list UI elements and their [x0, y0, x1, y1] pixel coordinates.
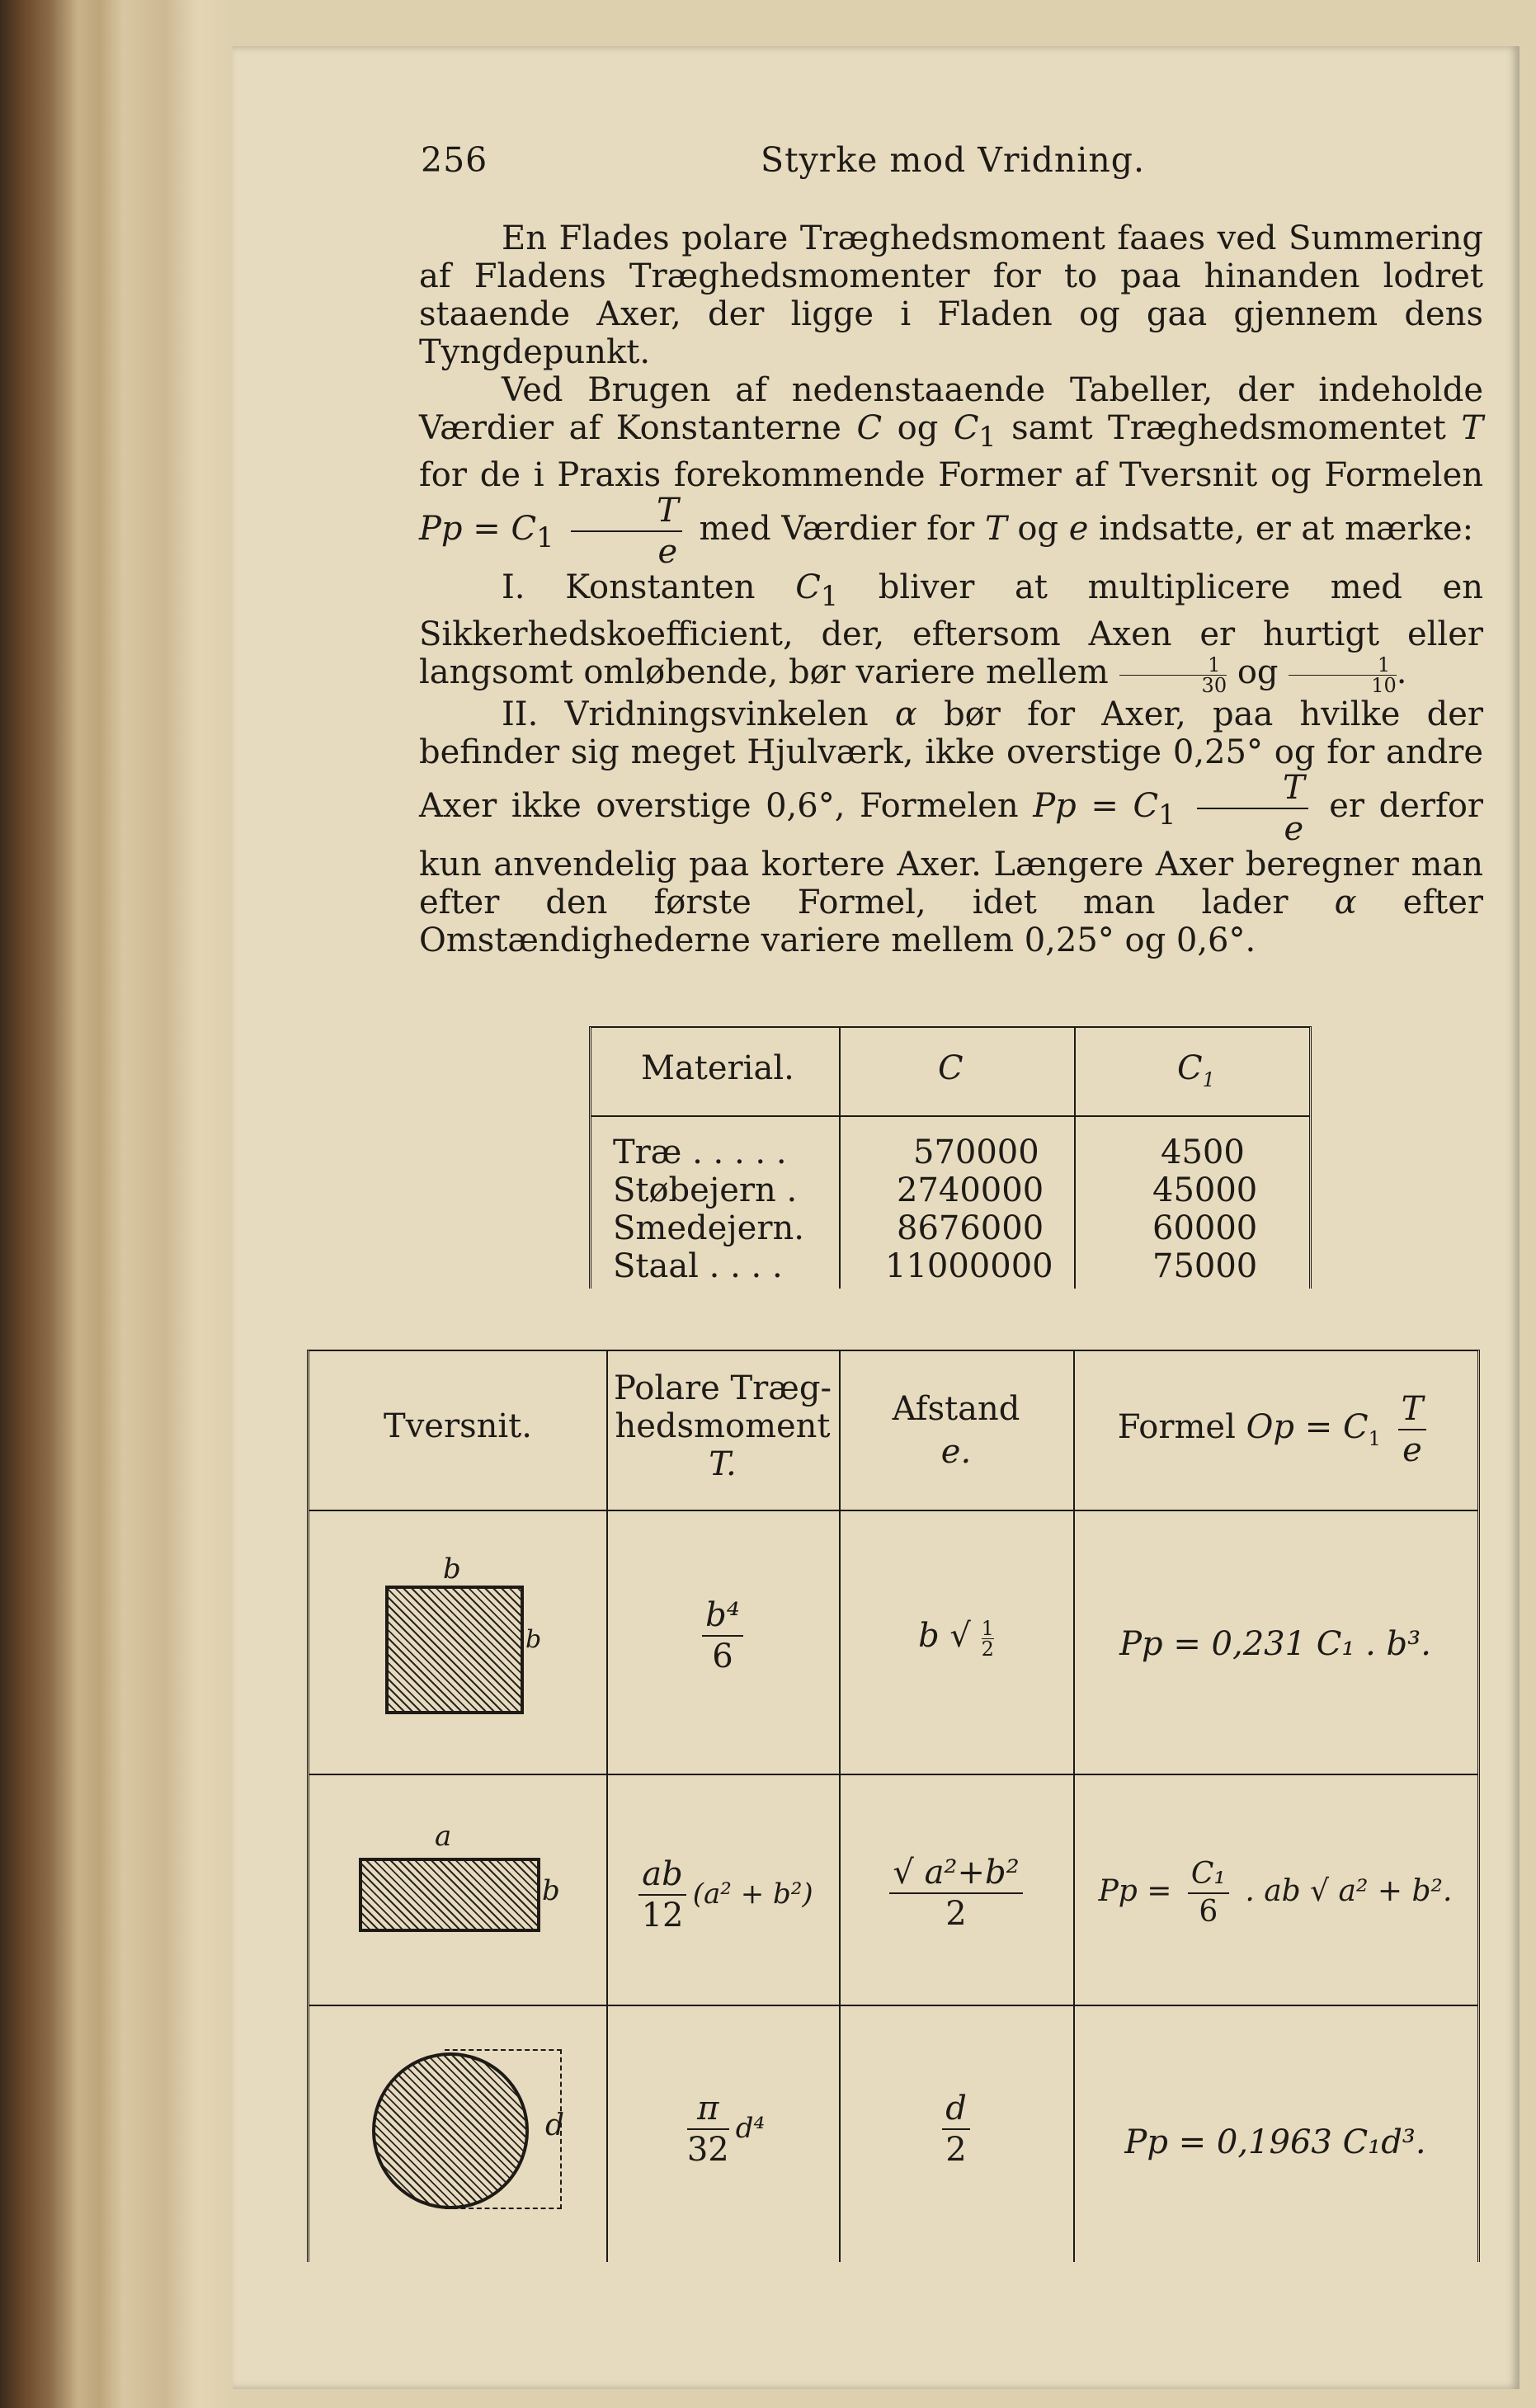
- p4-symbol-pp: Pp: [1033, 786, 1077, 825]
- header-polar-line3: T.: [709, 1445, 737, 1483]
- header-c1: [1177, 1049, 1215, 1091]
- square-label-side: b: [525, 1625, 542, 1654]
- p2-symbol-pp: Pp: [419, 510, 463, 548]
- circle-section-shape: [372, 2052, 529, 2209]
- paragraph-2: [419, 371, 1484, 571]
- header-polar-line2: hedsmoment: [615, 1407, 831, 1445]
- p3-symbol-c1: C: [795, 568, 821, 606]
- square-moment-den: 6: [712, 1638, 733, 1675]
- rect-section-shape: [359, 1858, 540, 1932]
- square-label-top: b: [443, 1553, 461, 1586]
- page-number: 256: [421, 140, 488, 180]
- p4-equals: =: [1091, 786, 1119, 825]
- circle-moment: [606, 2090, 839, 2169]
- p2-symbol-t2: T: [984, 510, 1007, 548]
- header-formel-sub: 1: [1368, 1427, 1381, 1450]
- row-c1: 75000: [1152, 1247, 1258, 1285]
- row-c: 570000: [913, 1133, 1039, 1171]
- circle-label-side: d: [545, 2109, 565, 2142]
- rect-formel-den: 6: [1199, 1895, 1218, 1929]
- p3-frac-2: [1289, 655, 1397, 695]
- paragraph-3: [419, 568, 1483, 695]
- formula-header-divider: [309, 1510, 1477, 1511]
- p2-formula-c1: C: [511, 510, 537, 548]
- row-c: 11000000: [885, 1247, 1053, 1285]
- header-formel-c: C: [1342, 1408, 1369, 1446]
- p2-text-c: for de i Praxis forekommende Former af Tversnit og Formelen: [419, 456, 1483, 494]
- square-afstand-root: √: [949, 1617, 971, 1655]
- p2-fraction: [571, 492, 682, 571]
- p2-text-a: Ved Brugen af nedenstaaende Tabeller, der indeholde Værdier af Konstanterne: [419, 371, 1483, 447]
- circle-moment-tail: d⁴: [735, 2112, 766, 2145]
- square-section-shape: [385, 1586, 524, 1714]
- p3-frac2-den: 10: [1371, 673, 1397, 697]
- p3-end: .: [1396, 653, 1407, 691]
- header-afstand-line2: e.: [940, 1433, 972, 1471]
- row-c1: 60000: [1152, 1209, 1258, 1247]
- table-row: [591, 1209, 1309, 1247]
- p2-og: og: [897, 409, 939, 447]
- square-moment: [606, 1596, 839, 1675]
- header-c1-sub: 1: [1202, 1068, 1215, 1091]
- rect-moment-tail: (a² + b²): [692, 1878, 813, 1911]
- square-moment-num: b⁴: [702, 1599, 743, 1637]
- p4-text-b: bør for Axer, paa hvilke der befinder sig meget Hjulværk, ikke overstige 0,25° og for andre Axer ikke overstige 0,6°, Formelen: [419, 695, 1483, 825]
- table-row: [591, 1247, 1309, 1285]
- p2-frac-den: e: [657, 533, 678, 571]
- p3-frac-1: [1119, 655, 1227, 695]
- paragraph-1: En Flades polare Træghedsmoment faaes ved Summering af Fladens Træghedsmomenter for to paa hinanden lodret staaende Axer, der ligge i Fladen og gaa gjennem dens Tyngdepunkt.: [419, 219, 1483, 371]
- formula-table: [307, 1350, 1480, 2262]
- material-table: [589, 1026, 1312, 1289]
- p2-symbol-c: C: [856, 409, 883, 447]
- p2-formula-sub: 1: [536, 521, 554, 554]
- circle-afstand-num: d: [942, 2092, 970, 2130]
- p4-alpha-2: α: [1334, 883, 1357, 921]
- p3-og: og: [1237, 653, 1279, 691]
- header-afstand-line1: Afstand: [892, 1390, 1020, 1428]
- rect-moment-frac: [638, 1855, 686, 1934]
- p4-text-a: II. Vridningsvinkelen: [502, 695, 869, 733]
- rect-label-side: b: [542, 1874, 560, 1907]
- p3-frac1-num: 1: [1119, 655, 1227, 676]
- paragraph-4: [419, 695, 1483, 959]
- header-c: C: [938, 1049, 964, 1087]
- formula-row-divider-1: [309, 1774, 1477, 1775]
- p3-frac2-num: 1: [1289, 655, 1397, 676]
- p4-sub: 1: [1158, 798, 1176, 831]
- p4-fraction: [1197, 768, 1308, 848]
- square-afstand: [839, 1617, 1073, 1659]
- p3-sub: 1: [820, 580, 839, 612]
- page-header: [421, 140, 1493, 190]
- rect-moment-den: 12: [641, 1897, 684, 1934]
- row-material: Træ . . . . .: [613, 1133, 787, 1171]
- table-row: [591, 1133, 1309, 1171]
- p4-symbol-c1: C: [1133, 786, 1159, 825]
- p2-symbol-c1: C: [953, 409, 979, 447]
- row-c: 8676000: [897, 1209, 1044, 1247]
- circle-moment-frac: [686, 2090, 729, 2169]
- rect-afstand-den: 2: [945, 1895, 967, 1933]
- table-row: [591, 1171, 1309, 1209]
- header-formel-fraction: [1398, 1392, 1427, 1467]
- p4-frac-den: e: [1284, 809, 1304, 848]
- p2-sub-1: 1: [978, 421, 997, 453]
- p4-alpha: α: [894, 695, 917, 733]
- p4-text-c: er derfor kun anvendelig paa kortere Axer. Længere Axer beregner man efter den første Formel, idet man lader: [419, 786, 1484, 921]
- header-tversnit: Tversnit.: [384, 1407, 532, 1445]
- p2-text-b: samt Træghedsmomentet: [1011, 409, 1446, 447]
- p2-tail: indsatte, er at mærke:: [1099, 510, 1474, 548]
- p2-equals: =: [473, 510, 501, 548]
- p2-text-d: med Værdier for: [699, 510, 975, 548]
- circle-moment-den: 32: [686, 2131, 729, 2169]
- circle-moment-num: π: [687, 2092, 729, 2130]
- header-polar-moment: [606, 1369, 839, 1483]
- rect-afstand-num: √ a²+b²: [889, 1856, 1022, 1894]
- rect-formel-pre: Pp =: [1098, 1874, 1172, 1908]
- header-formel-eq: =: [1304, 1408, 1333, 1446]
- square-afstand-b: b: [918, 1617, 940, 1655]
- row-material: Smedejern.: [613, 1209, 804, 1247]
- p4-text-d: efter Omstændighederne variere mellem 0,25° og 0,6°.: [419, 883, 1483, 959]
- formula-row-divider-2: [309, 2005, 1477, 2006]
- header-formel: [1073, 1392, 1477, 1467]
- rect-formel: [1073, 1859, 1477, 1927]
- circle-formel: Pp = 0,1963 C₁d³.: [1124, 2123, 1426, 2161]
- p4-frac-num: T: [1197, 771, 1308, 809]
- p2-symbol-t: T: [1461, 409, 1484, 447]
- rect-moment-num: ab: [638, 1858, 686, 1896]
- p3-text-a: I. Konstanten: [502, 568, 756, 606]
- p3-text-b: bliver at multiplicere med en Sikkerhedskoefficient, der, eftersom Axen er hurtigt eller langsomt omløbende, bør variere mellem: [419, 568, 1484, 691]
- header-formel-num: T: [1398, 1392, 1427, 1430]
- square-afstand-num: 1: [981, 1616, 994, 1640]
- p2-og2: og: [1017, 510, 1059, 548]
- header-formel-op: Op: [1246, 1408, 1295, 1446]
- row-c1: 4500: [1161, 1133, 1245, 1171]
- square-moment-frac: [702, 1596, 743, 1675]
- rect-formel-frac: [1188, 1859, 1229, 1927]
- circle-afstand-den: 2: [945, 2131, 967, 2169]
- running-title: Styrke mod Vridning.: [761, 140, 1146, 180]
- header-formel-word: Formel: [1117, 1408, 1236, 1446]
- body-text: [419, 219, 1483, 959]
- square-formel: Pp = 0,231 C₁ . b³.: [1119, 1625, 1431, 1663]
- p2-frac-num: T: [571, 494, 682, 532]
- header-material: Material.: [641, 1049, 794, 1087]
- rect-moment: [606, 1855, 839, 1934]
- square-afstand-den: 2: [981, 1637, 994, 1661]
- p2-symbol-e: e: [1068, 510, 1089, 548]
- row-c: 2740000: [897, 1171, 1044, 1209]
- p3-frac1-den: 30: [1201, 673, 1227, 697]
- row-material: Staal . . . .: [613, 1247, 783, 1285]
- row-c1: 45000: [1152, 1171, 1258, 1209]
- header-c1-letter: C: [1177, 1049, 1203, 1087]
- rect-label-top: a: [435, 1820, 452, 1853]
- circle-afstand-frac: [942, 2090, 970, 2169]
- rect-formel-num: C₁: [1188, 1859, 1229, 1894]
- header-afstand: [839, 1388, 1073, 1473]
- rect-formel-tail: . ab √ a² + b².: [1245, 1874, 1453, 1908]
- square-afstand-frac: [981, 1616, 994, 1661]
- header-formel-den: e: [1402, 1431, 1422, 1469]
- circle-afstand: [839, 2090, 1073, 2169]
- rect-afstand: [839, 1854, 1073, 1933]
- row-material: Støbejern .: [613, 1171, 798, 1209]
- rect-afstand-frac: [889, 1854, 1022, 1933]
- header-polar-line1: Polare Træg-: [613, 1369, 832, 1407]
